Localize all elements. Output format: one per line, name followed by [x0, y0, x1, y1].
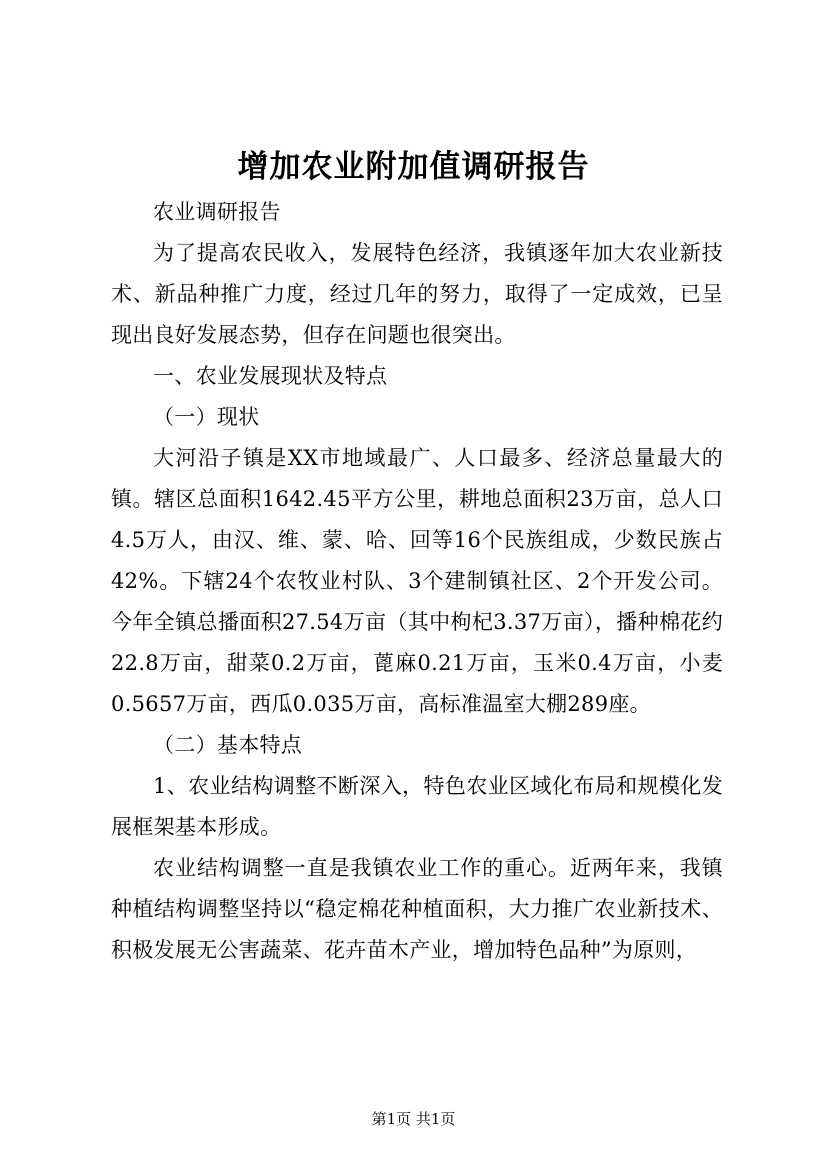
paragraph-status: 大河沿子镇是XX市地域最广、人口最多、经济总量最大的镇。辖区总面积1642.45平方公里，耕地总面积23万亩，总人口4.5万人，由汉、维、蒙、哈、回等16个民族组成，少数民族占42%。下辖24个农牧业村队、3个建制镇社区、2个开发公司。今年全镇总播面积27.54万亩（其中枸杞3.37万亩），播种棉花约22.8万亩，甜菜0.2万亩，蓖麻0.21万亩，玉米0.4万亩，小麦0.5657万亩，西瓜0.035万亩，高标准温室大棚289座。 [111, 446, 723, 716]
section-heading-1: 一、农业发展现状及特点 [153, 364, 388, 388]
document-title: 增加农业附加值调研报告 [237, 149, 590, 185]
paragraph-intro: 为了提高农民收入，发展特色经济，我镇逐年加大农业新技术、新品种推广力度，经过几年的努力，取得了一定成效，已呈现出良好发展态势，但存在问题也很突出。 [111, 241, 723, 347]
document-body [111, 192, 723, 971]
subsection-heading-status: （一）现状 [153, 405, 260, 429]
paragraph-feature-1: 1、农业结构调整不断深入，特色农业区域化布局和规模化发展框架基本形成。 [111, 774, 723, 839]
paragraph-subtitle: 农业调研报告 [153, 200, 281, 224]
paragraph-restructuring: 农业结构调整一直是我镇农业工作的重心。近两年来，我镇种植结构调整坚持以“稳定棉花种植面积，大力推广农业新技术、积极发展无公害蔬菜、花卉苗木产业，增加特色品种”为原则， [111, 856, 723, 962]
subsection-heading-features: （二）基本特点 [153, 733, 303, 757]
page-footer: 第1页 共1页 [371, 1110, 456, 1128]
